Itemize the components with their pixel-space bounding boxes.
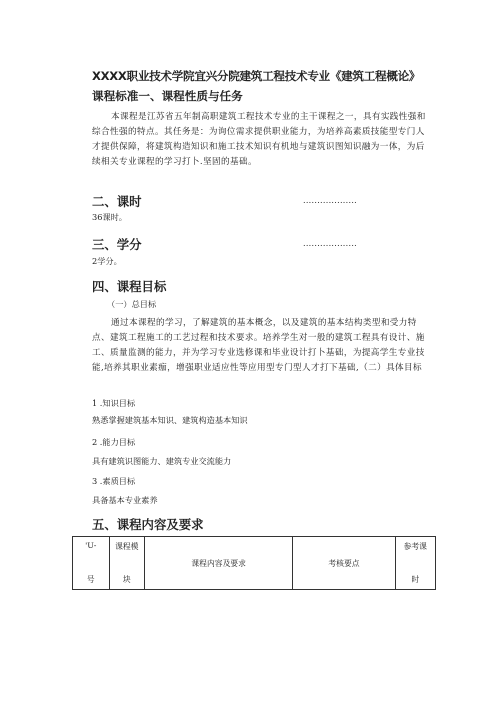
header-cell-hours [395,537,435,590]
header-hours-top: 参考课 [403,542,427,551]
section-content-heading: 五、课程内容及要求 [92,517,204,532]
section-credits-dots: ................... [303,239,358,248]
doc-title: XXXX职业技术学院宜兴分院建筑工程技术专业《建筑工程概论》 [92,69,421,83]
overall-goal-label: （一）总目标 [107,299,157,309]
table-header-row [73,537,436,590]
section-credits-heading: 三、学分 [92,237,142,252]
section-hours-heading: 二、课时 [92,194,142,209]
ability-goal-text: 具有建筑识图能力、建筑专业交流能力 [92,456,232,466]
header-cell-assessment: 考核要点 [293,537,395,590]
header-module-bottom: 块 [122,575,131,584]
section-hours-value: 36课时。 [92,212,127,222]
section-goals-heading: 四、课程目标 [92,279,167,294]
header-number-top: 'U- [85,541,97,550]
header-module-top: 课程模 [115,542,139,551]
goals-paragraph: 通过本课程的学习，了解建筑的基本概念，以及建筑的基本结构类型和受力特点、建筑工程施工的工艺过程和技术要求。培养学生对一般的建筑工程具有设计、施工、质量监测的能力，并为学习专业选修课和毕业设计打卜基础，为提高学生专业技能,培养其职业素痂，增强职业适应性等应用型专门型人才打下基础,（二）具体目标 [92,318,425,373]
header-cell-content: 课程内容及要求 [145,537,293,590]
header-cell-module [109,537,144,590]
knowledge-goal-label: 1 .知识目标 [92,398,136,408]
quality-goal-label: 3 .素质目标 [92,476,136,486]
ability-goal-label: 2 .能力目标 [92,437,136,447]
header-number-bottom: 号 [86,575,95,584]
knowledge-goal-text: 熟悉掌握建筑基本知识、建筑构造基本知识 [92,415,248,425]
header-cell-number [73,537,110,590]
doc-subtitle: 课程标准一、课程性质与任务 [92,89,243,103]
quality-goal-text: 具备基本专业素养 [92,495,158,505]
intro-paragraph: 本课程是江苏省五年制高职建筑工程技术专业的主干课程之一，具有实践性强和综合性强的特点。其任务是：为询位需求提供职业能力，为培养高素质技能型专门人才提供保障，将建筑构造知识和施工技术知识有机地与建筑识图知识融为一体，为后续相关专业课程的学习打卜.坚固的基础。 [92,112,426,167]
course-content-table [72,536,436,590]
header-hours-bottom: 时 [411,575,420,584]
section-credits-value: 2学分。 [92,256,122,266]
section-hours-dots: ................... [303,196,358,205]
